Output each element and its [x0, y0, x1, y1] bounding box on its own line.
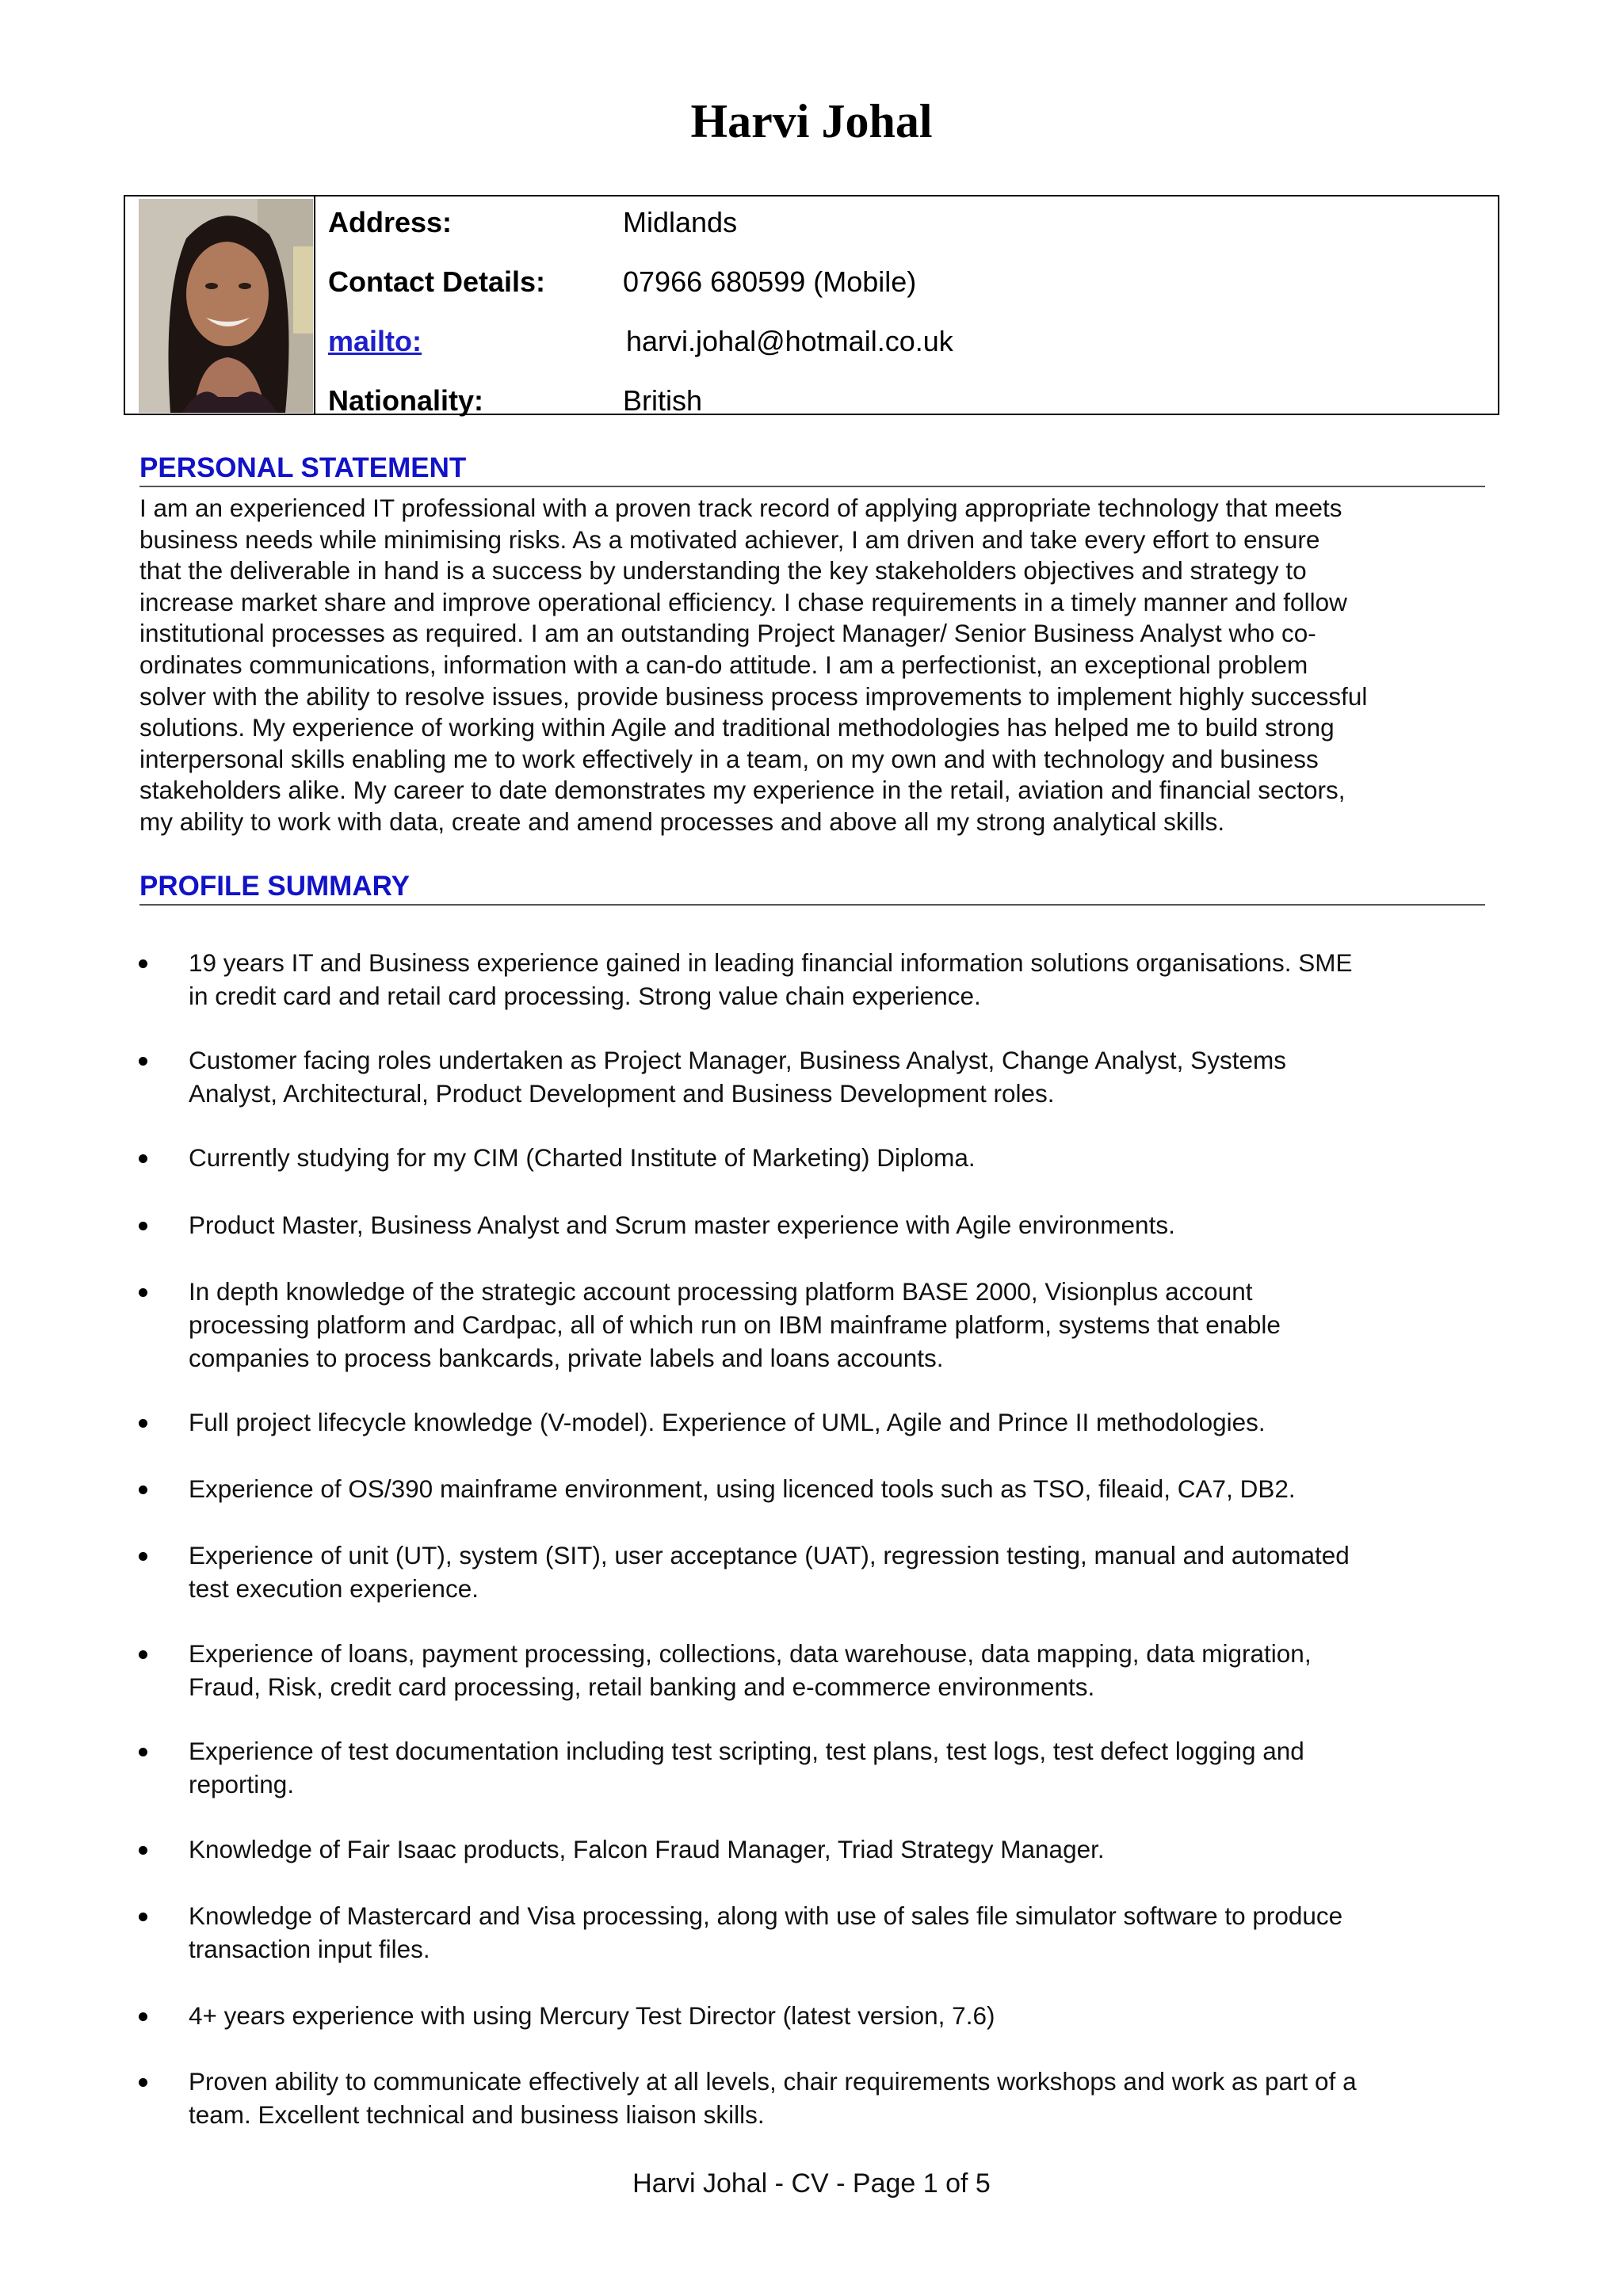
list-item-text: Experience of test documentation including test scripting, test plans, test logs, test defect logging and reporting. [189, 1737, 1304, 1798]
bullet-icon [139, 1552, 147, 1561]
bullet-icon [139, 959, 147, 968]
list-item-text: 4+ years experience with using Mercury Test Director (latest version, 7.6) [189, 2001, 995, 2030]
page-footer: Harvi Johal - CV - Page 1 of 5 [632, 2168, 991, 2199]
bullet-icon [139, 1913, 147, 1921]
list-item-text: Proven ability to communicate effectively at all levels, chair requirements workshops and work as part of a team. Excellent technical and business liaison skills. [189, 2067, 1357, 2129]
list-item-text: Experience of OS/390 mainframe environment, using licenced tools such as TSO, fileaid, CA7, DB2. [189, 1474, 1296, 1503]
list-item-text: Knowledge of Fair Isaac products, Falcon Fraud Manager, Triad Strategy Manager. [189, 1835, 1105, 1863]
list-item-text: Full project lifecycle knowledge (V-model). Experience of UML, Agile and Prince II methodologies. [189, 1408, 1266, 1436]
mailto-link[interactable]: mailto: [328, 325, 422, 357]
personal-statement-heading: PERSONAL STATEMENT [139, 451, 1485, 487]
contact-details-label: Contact Details: [328, 265, 546, 298]
list-item-text: Currently studying for my CIM (Charted Institute of Marketing) Diploma. [189, 1143, 976, 1172]
address-value: Midlands [623, 206, 738, 238]
list-item-text: Product Master, Business Analyst and Scrum master experience with Agile environments. [189, 1211, 1175, 1239]
nationality-value: British [623, 384, 703, 417]
bullet-icon [139, 1222, 147, 1230]
profile-photo [139, 199, 313, 413]
cv-name-title: Harvi Johal [690, 95, 933, 147]
email-value: harvi.johal@hotmail.co.uk [626, 325, 953, 357]
bullet-icon [139, 1419, 147, 1428]
bullet-icon [139, 1650, 147, 1659]
contact-info-box [124, 195, 1499, 415]
personal-statement-text: I am an experienced IT professional with a proven track record of applying appropriate technology that meets business needs while minimising risks. As a motivated achiever, I am driven and take every effort to ensure that the deliverable in hand is a success by understanding the key stakeholders objectives and strategy to increase market share and improve operational efficiency. I chase requirements in a timely manner and follow institutional processes as required. I am an outstanding Project Manager/ Senior Business Analyst who co- ordinates communications, information with a can-do attitude. I am a perfectionist, an exceptional problem solver with the ability to resolve issues, provide business process improvements to implement highly successful solutions. My experience of working within Agile and traditional methodologies has helped me to build strong interpersonal skills enabling me to work effectively in a team, on my own and with technology and business stakeholders alike. My career to date demonstrates my experience in the retail, aviation and financial sectors, my ability to work with data, create and amend processes and above all my strong analytical skills. [139, 494, 1368, 836]
bullet-icon [139, 1154, 147, 1163]
list-item-text: 19 years IT and Business experience gained in leading financial information solutions organisations. SME in credit card and retail card processing. Strong value chain experience. [189, 948, 1353, 1010]
bullet-icon [139, 1057, 147, 1066]
bullet-icon [139, 1846, 147, 1855]
photo-cell [125, 196, 315, 414]
bullet-icon [139, 1486, 147, 1494]
list-item-text: Customer facing roles undertaken as Project Manager, Business Analyst, Change Analyst, Systems Analyst, Architectural, Product Development and Business Development roles. [189, 1046, 1286, 1108]
list-item-text: Knowledge of Mastercard and Visa processing, along with use of sales file simulator software to produce transaction input files. [189, 1901, 1343, 1963]
bullet-icon [139, 2078, 147, 2087]
list-item-text: Experience of loans, payment processing, collections, data warehouse, data mapping, data migration, Fraud, Risk, credit card processing, retail banking and e-commerce environments. [189, 1639, 1312, 1701]
list-item-text: In depth knowledge of the strategic account processing platform BASE 2000, Visionplus account processing platform and Cardpac, all of which run on IBM mainframe platform, systems that enable companies to process bankcards, private labels and loans accounts. [189, 1277, 1281, 1372]
list-item-text: Experience of unit (UT), system (SIT), user acceptance (UAT), regression testing, manual and automated test execution experience. [189, 1541, 1350, 1603]
address-label: Address: [328, 206, 453, 238]
bullet-icon [139, 2012, 147, 2021]
phone-value: 07966 680599 (Mobile) [623, 265, 917, 298]
bullet-icon [139, 1748, 147, 1756]
nationality-label: Nationality: [328, 384, 484, 417]
profile-summary-heading: PROFILE SUMMARY [139, 869, 1485, 906]
bullet-icon [139, 1288, 147, 1297]
